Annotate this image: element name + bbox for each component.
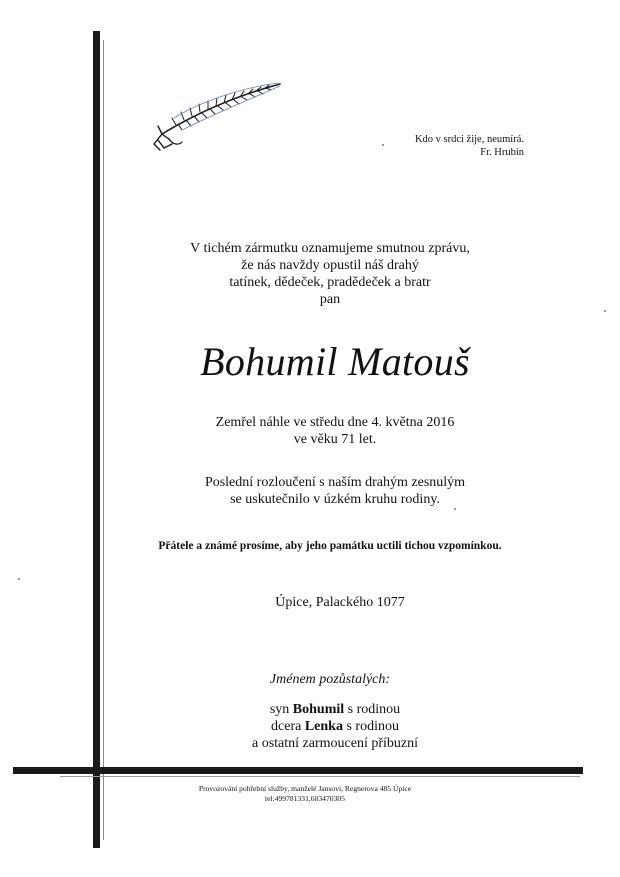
quote: [360, 133, 524, 159]
survivor-line: a ostatní zarmoucení příbuzní: [252, 736, 418, 751]
intro-block: [160, 240, 500, 308]
mourning-vertical-line: [103, 40, 104, 840]
intro-line: tatínek, dědeček, pradědeček a bratr: [229, 275, 431, 290]
quote-author: Fr. Hrubín: [480, 147, 524, 158]
death-line: ve věku 71 let.: [293, 432, 377, 447]
mourning-horizontal-line: [60, 776, 580, 777]
funeral-service-footer: [160, 784, 450, 804]
quote-text: Kdo v srdci žije, neumírá.: [414, 134, 524, 145]
scan-speck: [454, 508, 456, 510]
survivor-name: Lenka: [304, 719, 343, 734]
intro-line: že nás navždy opustil náš drahý: [241, 258, 419, 273]
death-notice: [190, 414, 480, 448]
farewell-line: Poslední rozloučení s naším drahým zesnulým: [204, 475, 466, 490]
farewell-notice: [170, 474, 500, 508]
remembrance-request: Přátele a známé prosíme, aby jeho památku uctili tichou vzpomínkou.: [158, 540, 502, 552]
palm-branch-icon: [150, 78, 285, 156]
death-line: Zemřel náhle ve středu dne 4. května 2016: [215, 415, 455, 430]
deceased-name: Bohumil Matouš: [200, 339, 470, 384]
footer-line: Provozování pohřební služby, manželé Jansovi, Regnerova 485 Úpice: [198, 784, 412, 793]
survivor-line: dcera Lenka s rodinou: [271, 719, 399, 734]
mourning-vertical-bar: [93, 31, 100, 848]
scan-speck: [18, 578, 20, 580]
survivor-name: Bohumil: [292, 702, 345, 717]
survivors-list: [190, 701, 480, 752]
mourning-horizontal-bar: [13, 767, 583, 774]
footer-line: tel:499781331,603470305: [265, 794, 345, 803]
scan-speck: [382, 144, 384, 146]
survivor-line: syn Bohumil s rodinou: [269, 702, 401, 717]
intro-line: pan: [319, 292, 341, 307]
farewell-line: se uskutečnilo v úzkém kruhu rodiny.: [230, 492, 440, 507]
intro-line: V tichém zármutku oznamujeme smutnou zprávu,: [190, 241, 470, 256]
scan-speck: [604, 310, 606, 312]
on-behalf-heading: Jménem pozůstalých:: [269, 672, 391, 687]
address: Úpice, Palackého 1077: [275, 595, 405, 610]
